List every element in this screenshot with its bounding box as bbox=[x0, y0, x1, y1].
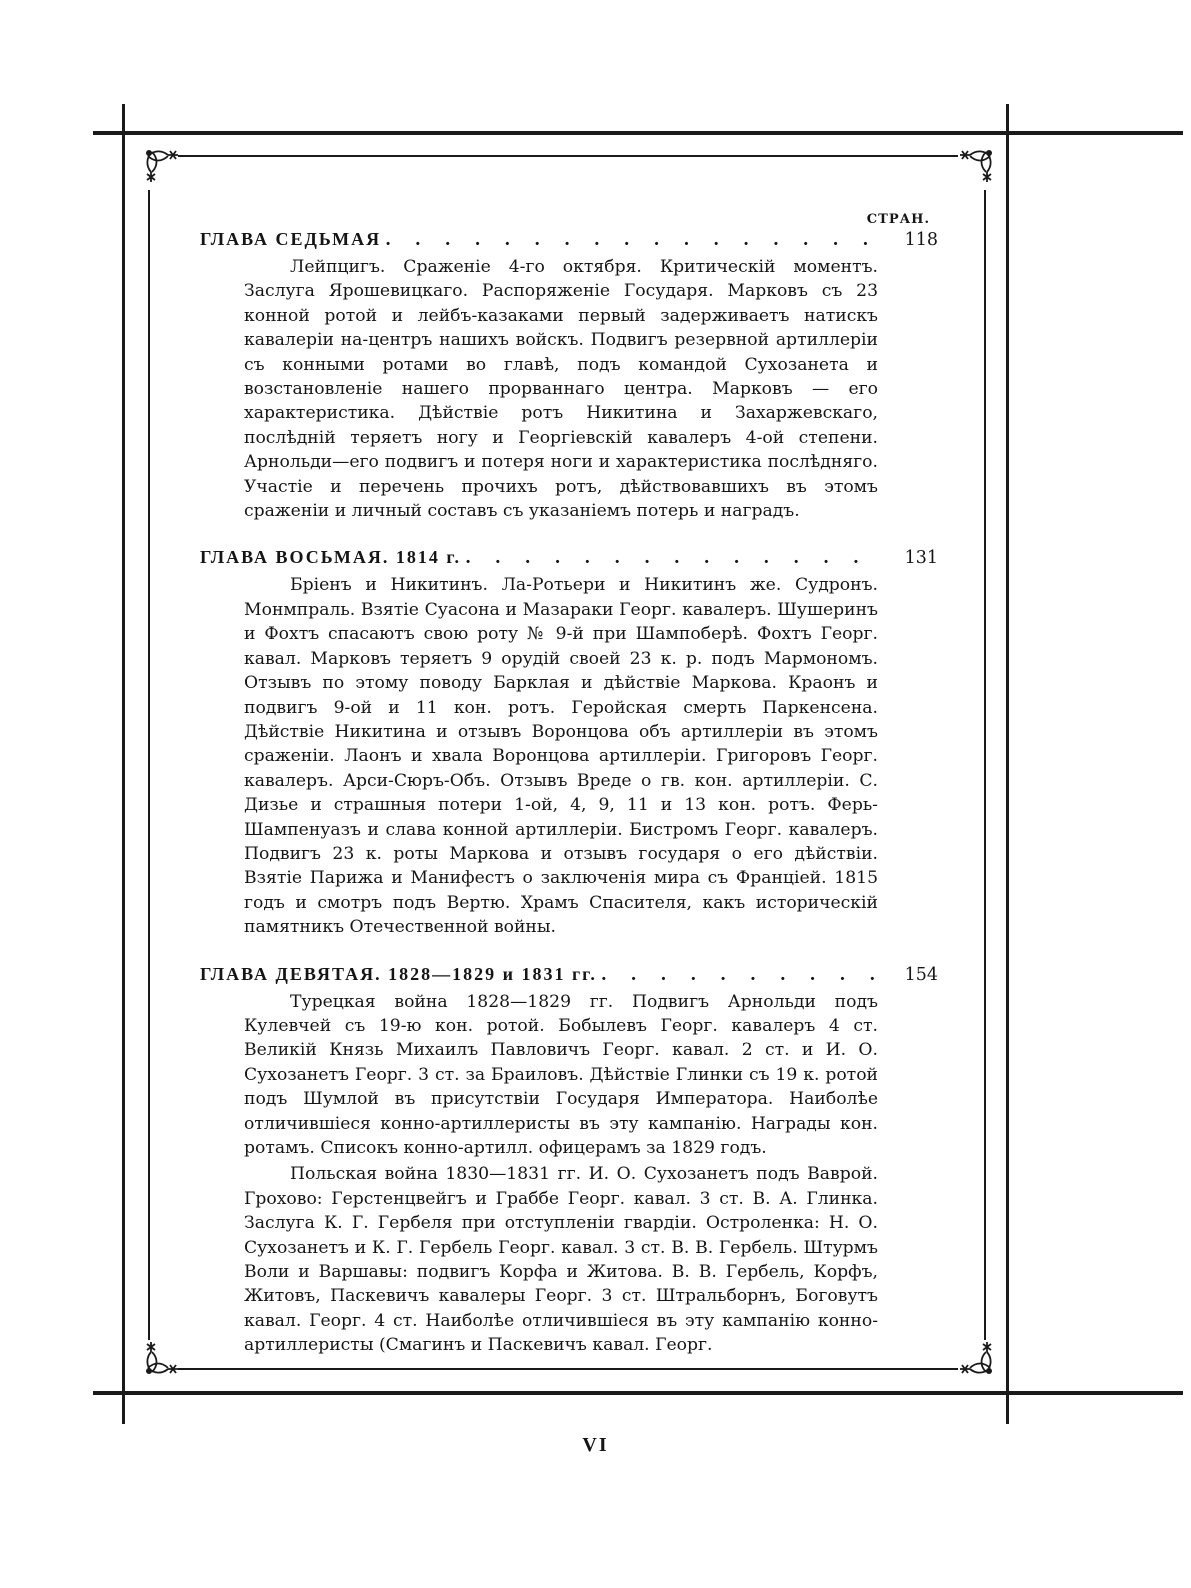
chapter-entry bbox=[200, 962, 938, 1358]
page-numeral: VI bbox=[582, 1434, 609, 1456]
outer-rule-bottom bbox=[93, 1391, 1183, 1395]
chapter-summary: Польская война 1830—1831 гг. И. О. Сухозанетъ подъ Ваврой. Грохово: Герстенцвейгъ и Граббе Георг. кавал. 3 ст. В. А. Глинка. Заслуга К. Г. Гербеля при отступленіи гвардіи. Остроленка: Н. О. Сухозанетъ и К. Г. Гербель Георг. кавал. 3 ст. В. В. Гербель. Штурмъ Воли и Варшавы: подвигъ Корфа и Житова. В. В. Гербель, Корфъ, Житовъ, Паскевичъ кавалеры Георг. 3 ст. Штральборнъ, Боговутъ кавал. Георг. 4 ст. Наиболѣе отличившіеся въ эту кампанію конно-артиллеристы (Смагинъ и Паскевичъ кавал. Георг. bbox=[244, 1164, 878, 1356]
dot-leader bbox=[385, 228, 884, 252]
chapter-summary: Лейпцигъ. Сраженіе 4-го октября. Критическій моментъ. Заслуга Ярошевицкаго. Распоряженіе Государя. Марковъ съ 23 конной ротой и лейбъ-казаками первый задерживаетъ натискъ кавалеріи на-центръ нашихъ войскъ. Подвигъ резервной артиллеріи съ конными ротами во главѣ, подъ командой Сухозанета и возстановленіе нашего прорваннаго центра. Марковъ — его характеристика. Дѣйствіе ротъ Никитина и Захаржевскаго, послѣдній теряетъ ногу и Георгіевскій кавалеръ 4-ой степени. Арнольди—его подвигъ и потеря ноги и характеристика послѣдняго. Участіе и перечень прочихъ ротъ, дѣйствовавшихъ въ этомъ сраженіи и личный составъ съ указаніемъ потерь и наградъ. bbox=[244, 257, 878, 522]
chapter-heading-line bbox=[200, 545, 938, 570]
outer-rule-right bbox=[1006, 104, 1009, 1424]
chapter-list bbox=[200, 227, 938, 1358]
outer-rule-top bbox=[93, 131, 1183, 135]
chapter-summary-block bbox=[200, 990, 938, 1358]
corner-ornament-bottom-right-icon bbox=[940, 1322, 1000, 1382]
chapter-summary-block bbox=[200, 573, 938, 939]
corner-ornament-top-right-icon bbox=[940, 142, 1000, 202]
chapter-title: ГЛАВА ДЕВЯТАЯ. 1828—1829 и 1831 гг. bbox=[200, 963, 597, 984]
chapter-title: ГЛАВА ВОСЬМАЯ. 1814 г. bbox=[200, 547, 462, 568]
corner-ornament-bottom-left-icon bbox=[138, 1322, 198, 1382]
inner-rule-left bbox=[148, 190, 150, 1340]
chapter-title: ГЛАВА СЕДЬМАЯ bbox=[200, 229, 382, 249]
corner-ornament-top-left-icon bbox=[138, 142, 198, 202]
chapter-entry bbox=[200, 545, 938, 939]
chapter-heading-line bbox=[200, 227, 938, 252]
chapter-entry bbox=[200, 227, 938, 523]
chapter-page-number: 131 bbox=[904, 548, 938, 569]
chapter-summary: Бріенъ и Никитинъ. Ла-Ротьери и Никитинъ же. Судронъ. Монмпраль. Взятіе Суасона и Мазараки Георг. кавалеръ. Шушеринъ и Фохтъ спасаютъ свою роту № 9-й при Шампоберѣ. Фохтъ Георг. кавал. Марковъ теряетъ 9 орудій своей 23 к. р. подъ Мармономъ. Отзывъ по этому поводу Барклая и дѣйствіе Маркова. Краонъ и подвигъ 9-ой и 11 кон. ротъ. Геройская смерть Паркенсена. Дѣйствіе Никитина и отзывъ Воронцова объ артиллеріи въ этомъ сраженіи. Лаонъ и хвала Воронцова артиллеріи. Григоровъ Георг. кавалеръ. Арси-Сюръ-Объ. Отзывъ Вреде о гв. кон. артиллеріи. С. Дизье и страшныя потери 1-ой, 4, 9, 11 и 13 кон. ротъ. Ферь-Шампенуазъ и слава конной артиллеріи. Бистромъ Георг. кавалеръ. Подвигъ 23 к. роты Маркова и отзывъ государя о его дѣйствіи. Взятіе Парижа и Манифестъ о заключенія мира съ Франціей. 1815 годъ и смотръ подъ Вертю. Храмъ Спасителя, какъ историческій памятникъ Отечественной войны. bbox=[244, 575, 878, 938]
chapter-summary-block bbox=[200, 255, 938, 523]
chapter-summary: Турецкая война 1828—1829 гг. Подвигъ Арнольди подъ Кулевчей съ 19-ю кон. ротой. Бобылевъ Георг. кавалеръ 4 ст. Великій Князь Михаилъ Павловичъ Георг. кавал. 2 ст. и И. О. Сухозанетъ Георг. 3 ст. за Браиловъ. Дѣйствіе Глинки съ 19 к. ротой подъ Шумлой въ присутствіи Государя Императора. Наиболѣе отличившіеся конно-артиллеристы въ эту кампанію. Награды кон. ротамъ. Списокъ конно-артилл. офицерамъ за 1829 годъ. bbox=[244, 991, 878, 1158]
chapter-page-number: 154 bbox=[904, 964, 938, 985]
outer-rule-left bbox=[122, 104, 125, 1424]
inner-rule-right bbox=[984, 190, 986, 1340]
dot-leader bbox=[601, 963, 884, 987]
chapter-page-number: 118 bbox=[904, 230, 938, 250]
table-of-contents bbox=[200, 212, 938, 1358]
dot-leader bbox=[465, 546, 884, 570]
inner-rule-bottom bbox=[178, 1368, 958, 1370]
chapter-heading-line bbox=[200, 962, 938, 987]
inner-rule-top bbox=[178, 155, 958, 157]
page-column-label: СТРАН. bbox=[866, 212, 930, 227]
